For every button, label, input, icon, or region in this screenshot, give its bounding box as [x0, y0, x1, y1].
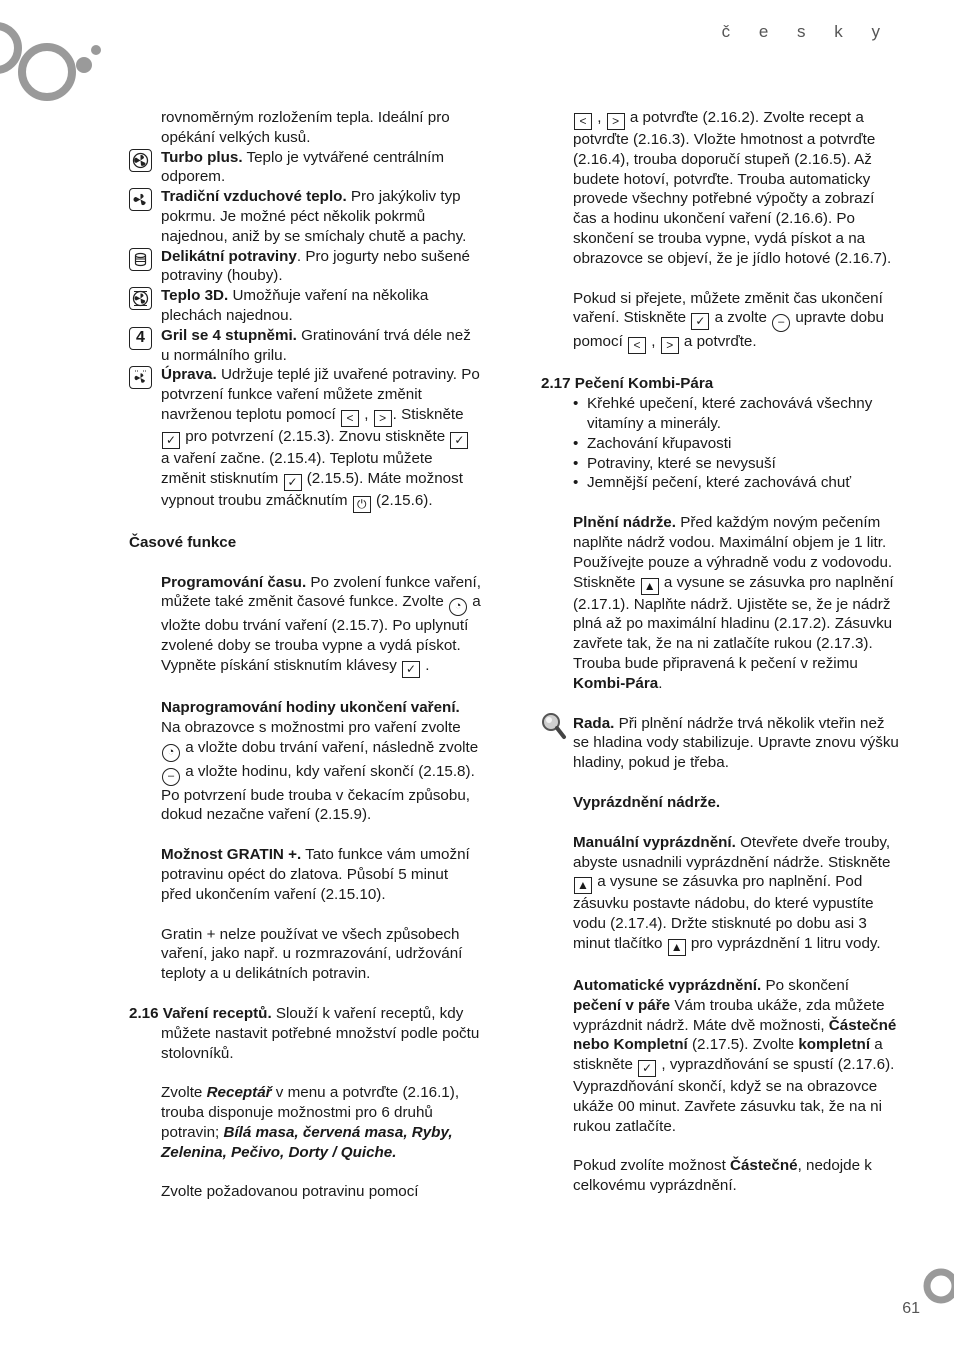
- grill-4-icon: 4: [129, 327, 152, 350]
- list-item: • Zachování křupavosti: [573, 434, 901, 454]
- tank-filling: [541, 513, 901, 693]
- function-text: Umožňuje vaření na několika plechách najednou.: [161, 287, 429, 324]
- paragraph-text: Na obrazovce s možnostmi pro vaření zvolte: [161, 718, 461, 736]
- turbo-plus-icon: [129, 149, 152, 172]
- food-types: Bílá masa, červená masa, Ryby, Zelenina, Pečivo, Dorty / Quiche.: [161, 1123, 453, 1161]
- paragraph-text: a vložte dobu trvání vaření (2.15.7). Po uplynutí zvolené doby se trouba vypne a vydá pískot. Vypněte pískání stisknutím klávesy: [161, 593, 481, 674]
- paragraph-title: Programování času.: [161, 573, 307, 591]
- paragraph-text: a vysune se zásuvka pro naplnění. Pod zásuvku postavte nádobu, do které vypustíte vodu (2.17.4). Držte stisknuté po dobu asi 3 minut tlačítko: [573, 873, 874, 952]
- paragraph-text: a zvolte: [710, 309, 772, 327]
- delicate-food-icon: [129, 248, 152, 271]
- brand-circles-logo: [0, 20, 110, 110]
- power-key: ⏻: [353, 496, 371, 513]
- ok-key: ✓: [162, 432, 180, 449]
- right-column: [541, 108, 901, 1196]
- manual-emptying: [541, 833, 901, 956]
- list-item: • Potraviny, které se nevysuší: [573, 454, 901, 474]
- function-turbo-plus: [129, 148, 481, 188]
- uprava-text: Udržuje teplé již uvařené potraviny. Po potvrzení funkce vaření můžete změnit navrženou teplotu pomocí: [161, 366, 480, 423]
- function-title: Teplo 3D.: [161, 287, 229, 305]
- gratin-note: Gratin + nelze používat ve všech způsobech vaření, jako např. u rozmrazování, udržování teploty a u delikátních potravin.: [161, 925, 463, 983]
- ok-key: ✓: [450, 432, 468, 449]
- time-functions-heading: Časové funkce: [129, 533, 237, 551]
- keep-warm-icon: [129, 366, 152, 389]
- recipe-choice: [129, 1083, 481, 1162]
- continued-text: rovnoměrným rozložením tepla. Ideální pro opékání velkých kusů.: [161, 109, 450, 146]
- uprava-text: (2.15.5). Máte možnost vypnout troubu zmáčknutím: [161, 469, 463, 509]
- end-time-programming: [129, 698, 481, 825]
- paragraph-text: v menu a potvrďte (2.16.1), trouba disponuje možnostmi pro 6 druhů potravin;: [161, 1084, 460, 1141]
- paragraph-text: a vložte hodinu, kdy vaření skončí (2.15.8). Po potvrzení bude trouba v čekacím způsobu, dokud nezačne vaření (2.15.9).: [161, 762, 475, 824]
- gratin-option: [129, 845, 481, 904]
- function-title: Turbo plus.: [161, 148, 243, 166]
- uprava-text: . Stiskněte: [392, 405, 464, 423]
- eject-key: ▲: [574, 877, 592, 894]
- menu-name: Receptář: [206, 1084, 272, 1102]
- function-text: Teplo je vytvářené centrálním odporem.: [161, 148, 445, 186]
- function-title: Delikátní potraviny: [161, 247, 297, 265]
- paragraph-title: Naprogramování hodiny ukončení vaření.: [161, 698, 460, 716]
- emphasis: Částečné: [730, 1157, 798, 1175]
- fan-icon: [129, 188, 152, 211]
- end-time-icon: –: [772, 314, 790, 332]
- programming-time: [129, 573, 481, 678]
- paragraph-text: a potvrďte (2.16.2). Zvolte recept a potvrďte (2.16.3). Vložte hmotnost a potvrďte (2.16.4), trouba doporučí stupeň (2.16.5). Až budete hotoví, potvrďte. Trouba automaticky provede všechny potřebné výpočty a zobrazí čas a hodinu ukončení vaření (2.16.6). Po skončení se trouba vypne, vydá pískot a na obrazovce se objeví, že je jídlo hotové (2.16.7).: [573, 109, 892, 267]
- paragraph-text: Při plnění nádrže trvá několik vteřin než se hladina vody stabilizuje. Upravte znovu výšku hladiny, pokud je třeba.: [573, 714, 899, 772]
- function-text: Gratinování trvá déle než u normálního grilu.: [161, 326, 471, 364]
- section-title: 2.16 Vaření receptů.: [129, 1004, 272, 1022]
- function-title: Úprava.: [161, 366, 217, 384]
- emphasis: Částečné nebo Kompletní: [573, 1016, 897, 1054]
- function-title: Tradiční vzduchové teplo.: [161, 188, 347, 206]
- right-arrow-key: >: [374, 410, 392, 427]
- magnifier-tip-icon: [541, 712, 567, 740]
- function-heat-3d: [129, 286, 481, 326]
- ok-key: ✓: [402, 661, 420, 678]
- uprava-text: ,: [360, 405, 373, 423]
- ok-key: ✓: [691, 313, 709, 330]
- paragraph-text: a potvrďte.: [679, 333, 757, 351]
- paragraph-title: Rada.: [573, 714, 615, 732]
- paragraph-text: a vložte dobu trvání vaření, následně zvolte: [181, 738, 479, 756]
- end-time-icon: –: [162, 768, 180, 786]
- mode-name: Kombi-Pára: [573, 674, 659, 692]
- function-delicate: [129, 247, 481, 287]
- paragraph-text: Tato funkce vám umožní potravinu opéct do zlatova. Působí 5 minut před ukončením vaření (2.15.10).: [161, 846, 470, 903]
- page-number: 61: [902, 1300, 920, 1317]
- automatic-emptying: [541, 976, 901, 1137]
- paragraph-title: Vyprázdnění nádrže.: [573, 793, 721, 811]
- clock-icon: ◔: [449, 598, 467, 616]
- paragraph-text: .: [658, 674, 663, 692]
- section-2-16: [129, 1004, 481, 1063]
- emphasis: kompletní: [798, 1036, 871, 1054]
- left-arrow-key: <: [628, 337, 646, 354]
- paragraph-text: Pokud zvolíte možnost: [573, 1157, 731, 1175]
- paragraph-text: Otevřete dveře trouby, abyste usnadnili vyprázdnění nádrže. Stiskněte: [573, 833, 891, 871]
- uprava-text: (2.15.6).: [371, 491, 433, 509]
- change-end-time: [541, 289, 901, 355]
- paragraph-text: Po skončení: [761, 976, 850, 994]
- paragraph-text: Vám trouba ukáže, zda můžete vyprázdnit nádrž. Máte dvě možnosti,: [573, 996, 885, 1034]
- paragraph-text: , nedojde k celkovému vyprázdnění.: [573, 1157, 872, 1195]
- ok-key: ✓: [284, 474, 302, 491]
- paragraph-text: (2.17.5). Zvolte: [687, 1036, 799, 1054]
- ok-key: ✓: [638, 1060, 656, 1077]
- left-column: [129, 108, 481, 1202]
- paragraph-text: .: [421, 656, 430, 674]
- right-arrow-key: >: [607, 113, 625, 130]
- list-item: • Křehké upečení, které zachovává všechny vitamíny a minerály.: [573, 394, 901, 434]
- partial-emptying: [541, 1156, 901, 1196]
- paragraph-text: Zvolte: [161, 1084, 207, 1102]
- eject-key: ▲: [641, 578, 659, 595]
- uprava-text: a vaření začne. (2.15.4). Teplotu můžete změnit stisknutím: [161, 449, 433, 487]
- left-arrow-key: <: [574, 113, 592, 130]
- function-grill-4: [129, 326, 481, 366]
- emphasis: pečení v páře: [573, 996, 671, 1014]
- paragraph-text: ,: [647, 333, 660, 351]
- recipe-continued: [541, 108, 901, 269]
- section-2-17-heading: 2.17 Pečení Kombi-Pára: [541, 375, 714, 393]
- right-arrow-key: >: [661, 337, 679, 354]
- paragraph-text: Po zvolení funkce vaření, můžete také změnit časové funkce. Zvolte: [161, 573, 481, 611]
- paragraph-text: ,: [593, 109, 606, 126]
- list-item: • Jemnější pečení, které zachovává chuť: [573, 473, 901, 493]
- benefits-list: [541, 394, 901, 493]
- paragraph-text: upravte dobu pomocí: [573, 309, 885, 351]
- recipe-select-food: Zvolte požadovanou potravinu pomocí: [161, 1183, 419, 1201]
- paragraph-title: Automatické vyprázdnění.: [573, 976, 762, 994]
- paragraph-title: Plnění nádrže.: [573, 514, 676, 532]
- emptying-heading: [541, 793, 901, 813]
- left-arrow-key: <: [341, 410, 359, 427]
- function-title: Gril se 4 stupněmi.: [161, 326, 297, 344]
- paragraph-title: Manuální vyprázdnění.: [573, 833, 736, 851]
- paragraph-text: Před každým novým pečením naplňte nádrž vodou. Maximální objem je 1 litr. Používejte pouze a výhradně vodu z vodovodu. Stiskněte: [573, 514, 893, 591]
- heat-3d-icon: [129, 287, 152, 310]
- function-traditional-fan: [129, 187, 481, 246]
- paragraph-text: Pokud si přejete, můžete změnit čas ukončení vaření. Stiskněte: [573, 289, 883, 327]
- paragraph-text: pro vyprázdnění 1 litru vody.: [686, 934, 881, 952]
- paragraph-text: , vyprazdňování se spustí (2.17.6). Vyprazdňování skončí, když se na obrazovce ukáže 00 minut. Zavřete zásuvku tak, že na ni rukou zatlačíte.: [573, 1056, 895, 1135]
- paragraph-text: a stiskněte: [573, 1036, 883, 1074]
- uprava-text: pro potvrzení (2.15.3). Znovu stiskněte: [181, 427, 450, 445]
- paragraph-text: a vysune se zásuvka pro naplnění (2.17.1). Naplňte nádrž. Ujistěte se, že je nádrž plná až po maximální hladinu (2.17.2). Zásuvku zavřete tak, že na ni zatlačíte rukou (2.17.3). Trouba bude připravená k pečení v režimu: [573, 573, 894, 672]
- tip-block: [541, 714, 901, 773]
- function-text: . Pro jogurty nebo sušené potraviny (houby).: [161, 247, 470, 285]
- function-text: Pro jakýkoliv typ pokrmu. Je možné péct několik pokrmů najednou, aniž by se smíchaly chutě a pachy.: [161, 188, 467, 245]
- eject-key: ▲: [668, 939, 686, 956]
- language-label: č e s k y: [721, 22, 892, 41]
- function-uprava: [129, 365, 481, 512]
- clock-icon: ◔: [162, 744, 180, 762]
- paragraph-text: Slouží k vaření receptů, kdy můžete nastavit potřebné množství podle počtu stolovníků.: [161, 1004, 480, 1062]
- paragraph-title: Možnost GRATIN +.: [161, 846, 302, 864]
- corner-circle-decoration: [921, 1268, 954, 1308]
